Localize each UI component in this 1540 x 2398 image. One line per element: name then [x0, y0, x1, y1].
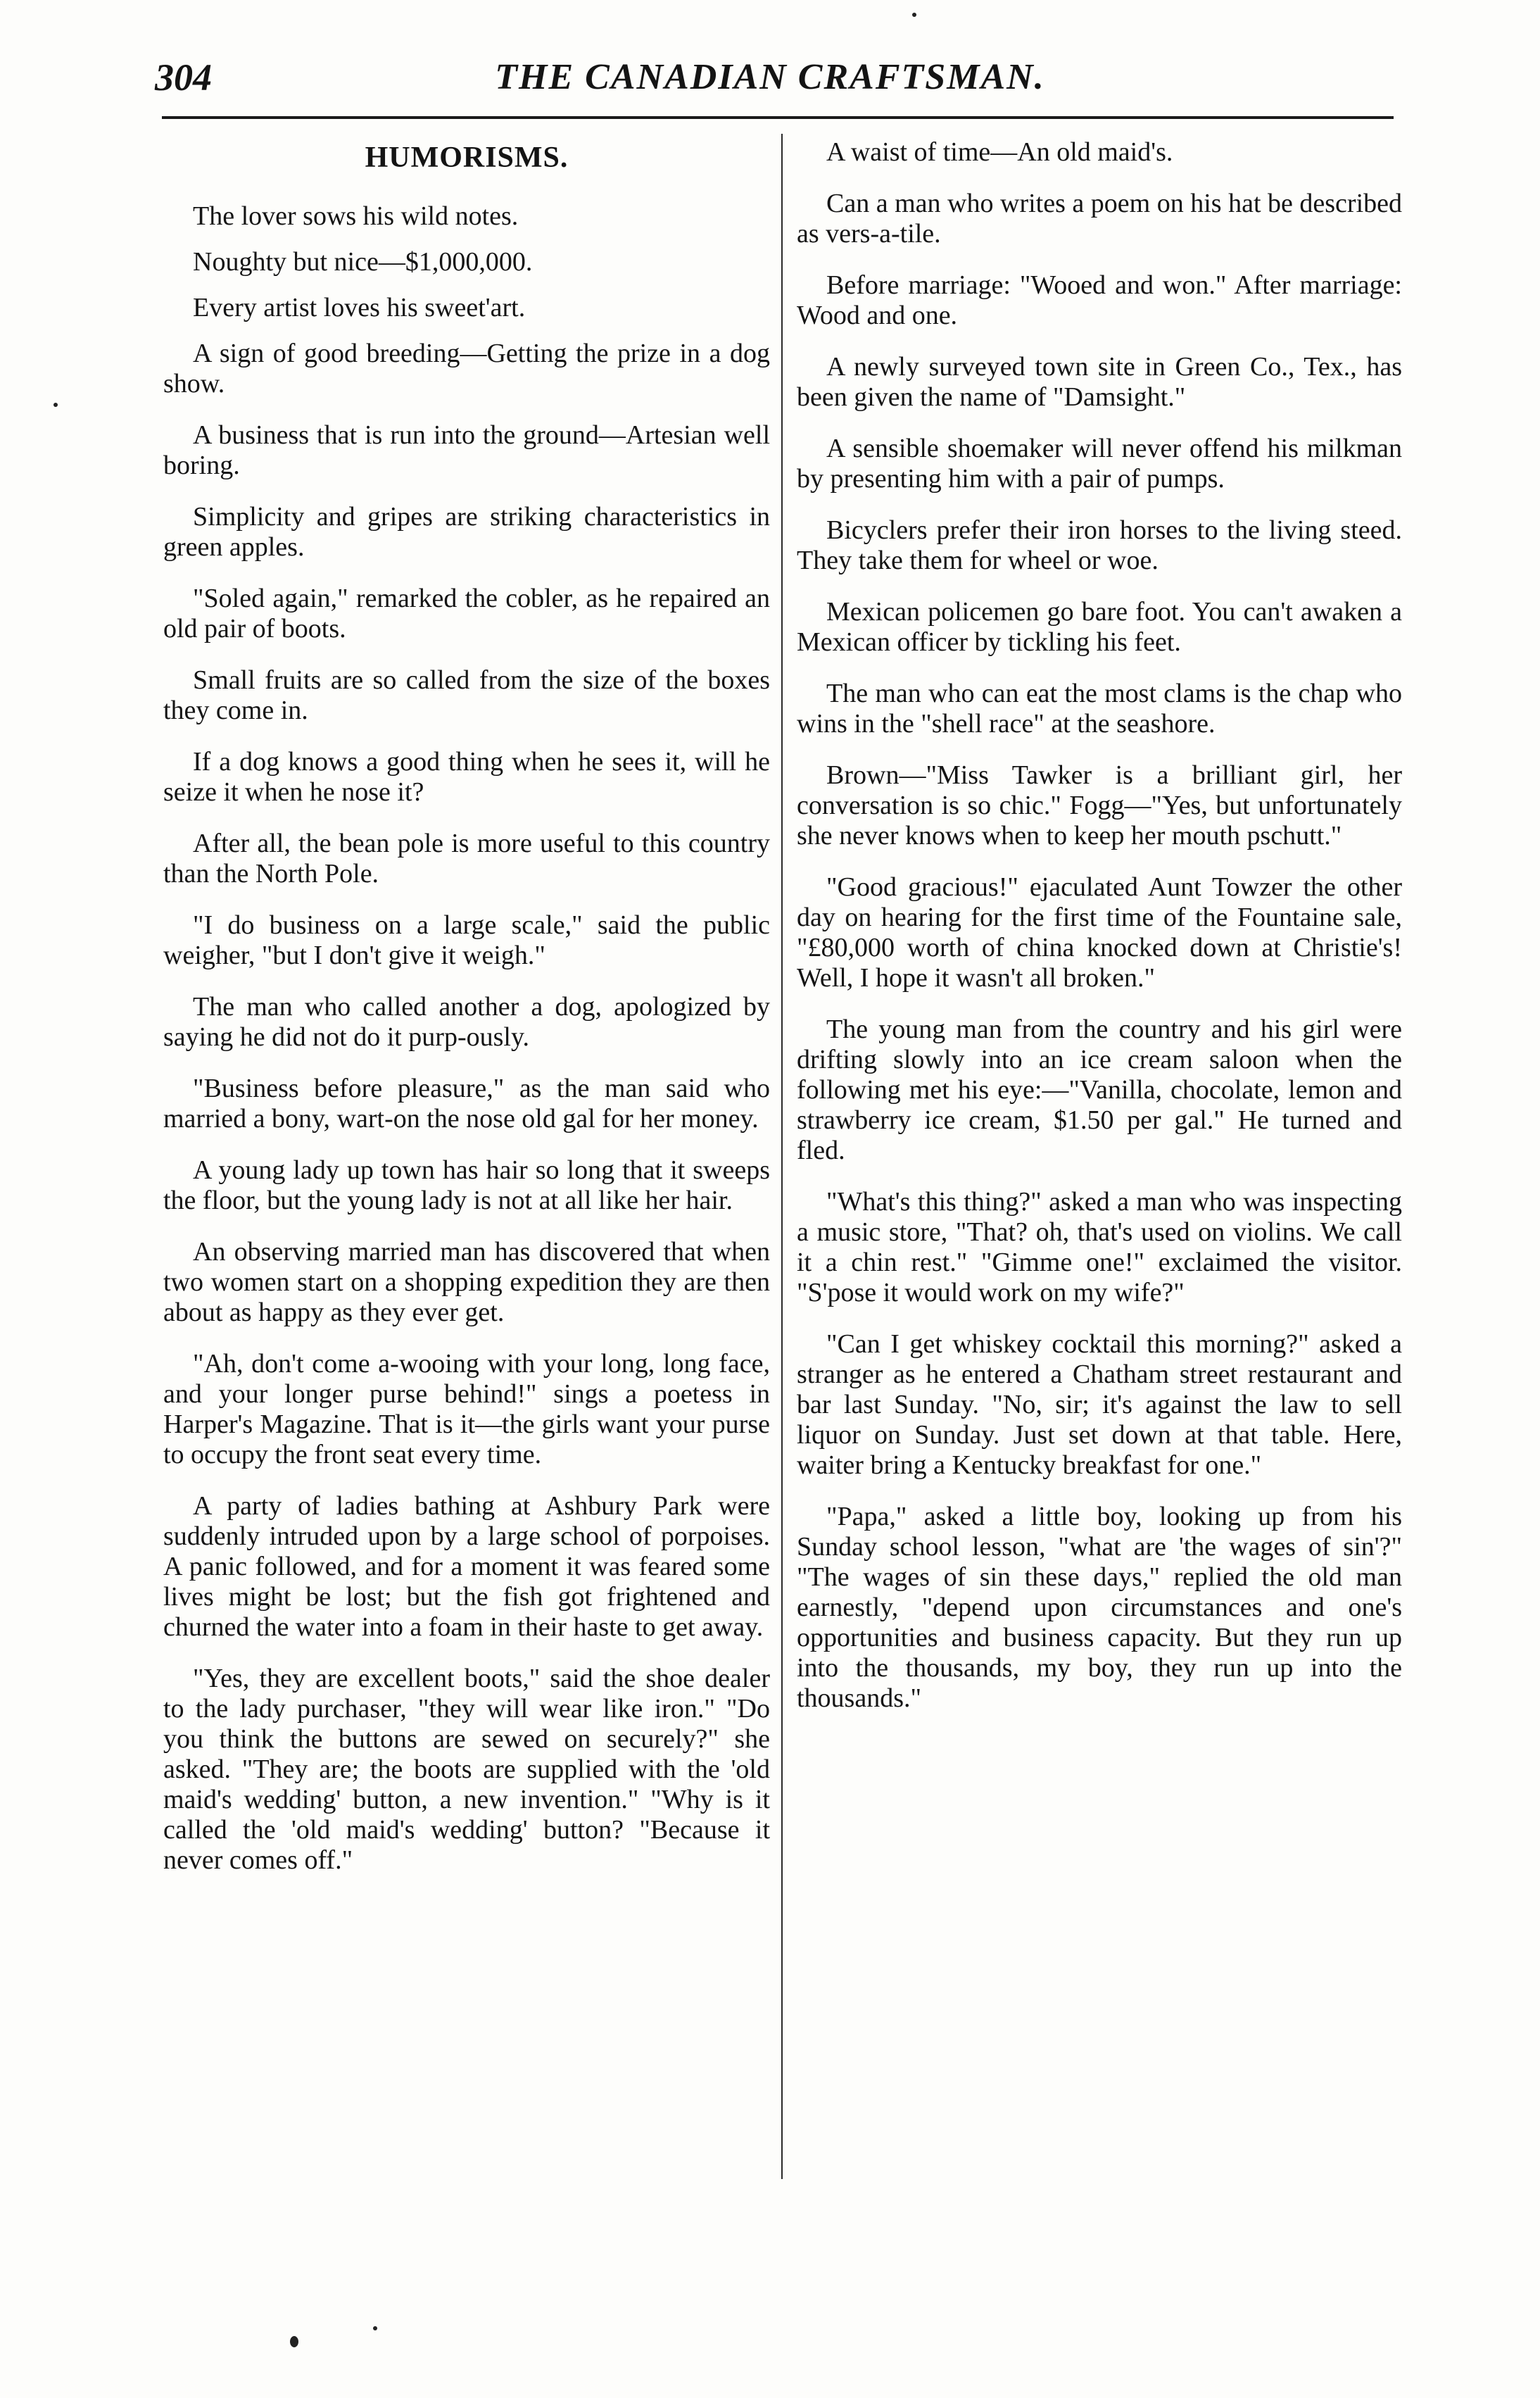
column-rule [781, 134, 783, 2179]
joke-paragraph: "Can I get whiskey cocktail this morning?" asked a stranger as he entered a Chatham street restaurant and bar last Sunday. "No, sir; it's against the law to sell liquor on Sunday. Just set down at that table. Here, waiter bring a Kentucky breakfast for one." [797, 1329, 1402, 1480]
page-number: 304 [155, 56, 212, 99]
joke-paragraph: The young man from the country and his girl were drifting slowly into an ice cream saloon when the following met his eye:—"Vanilla, chocolate, lemon and strawberry ice cream, $1.50 per gal." He turned and fled. [797, 1015, 1402, 1165]
ink-speck [912, 13, 916, 17]
joke-paragraph: "Soled again," remarked the cobler, as he repaired an old pair of boots. [163, 584, 770, 644]
joke-paragraph: Every artist loves his sweet'art. [193, 293, 526, 322]
ink-speck [290, 2336, 298, 2347]
joke-paragraph: A sensible shoemaker will never offend his milkman by presenting him with a pair of pumps. [797, 434, 1402, 494]
joke-paragraph: A sign of good breeding—Getting the prize in a dog show. [163, 339, 770, 398]
joke-paragraph: Mexican policemen go bare foot. You can't awaken a Mexican officer by tickling his feet. [797, 597, 1402, 657]
joke-paragraph: The man who called another a dog, apologized by saying he did not do it purp-ously. [163, 992, 770, 1052]
joke-paragraph: An observing married man has discovered that when two women start on a shopping expedition they are then about as happy as they ever get. [163, 1237, 770, 1327]
joke-paragraph: "Good gracious!" ejaculated Aunt Towzer the other day on hearing for the first time of the Fountaine sale, "£80,000 worth of china knocked down at Christie's! Well, I hope it wasn't all broken." [797, 872, 1402, 993]
joke-paragraph: After all, the bean pole is more useful to this country than the North Pole. [163, 829, 770, 889]
running-title: THE CANADIAN CRAFTSMAN. [495, 57, 1045, 97]
joke-paragraph: "Yes, they are excellent boots," said the shoe dealer to the lady purchaser, "they will wear like iron." "Do you think the buttons are sewed on securely?" she asked. "They are; the boots are supplied with the 'old maid's wedding' button, a new invention." "Why is it called the 'old maid's wedding' button? "Because it never comes off." [163, 1664, 770, 1875]
header-rule [162, 116, 1394, 119]
joke-paragraph: Simplicity and gripes are striking characteristics in green apples. [163, 502, 770, 562]
joke-paragraph: "Papa," asked a little boy, looking up from his Sunday school lesson, "what are 'the wages of sin'?" "The wages of sin these days," replied the old man earnestly, "depend upon circumstances and one's opportunities and business capacity. But they run up into the thousands, my boy, they run up into the thousands." [797, 1502, 1402, 1713]
joke-paragraph: A business that is run into the ground—Artesian well boring. [163, 420, 770, 480]
left-column [163, 137, 770, 1897]
joke-paragraph: Brown—"Miss Tawker is a brilliant girl, her conversation is so chic." Fogg—"Yes, but unfortunately she never knows when to keep her mouth pschutt." [797, 760, 1402, 850]
joke-paragraph: A newly surveyed town site in Green Co., Tex., has been given the name of "Damsight." [797, 352, 1402, 412]
joke-paragraph: "Business before pleasure," as the man said who married a bony, wart-on the nose old gal for her money. [163, 1074, 770, 1134]
joke-paragraph: Can a man who writes a poem on his hat be described as vers-a-tile. [797, 189, 1402, 249]
joke-paragraph: A waist of time—An old maid's. [826, 137, 1173, 167]
joke-paragraph: "I do business on a large scale," said the public weigher, "but I don't give it weigh." [163, 910, 770, 970]
joke-paragraph: "What's this thing?" asked a man who was inspecting a music store, "That? oh, that's used on violins. We call it a chin rest." "Gimme one!" exclaimed the visitor. "S'pose it would work on my wife?" [797, 1187, 1402, 1307]
ink-speck [373, 2326, 377, 2330]
section-heading: HUMORISMS. [365, 142, 569, 174]
joke-paragraph: If a dog knows a good thing when he sees it, will he seize it when he nose it? [163, 747, 770, 807]
joke-paragraph: A young lady up town has hair so long that it sweeps the floor, but the young lady is not at all like her hair. [163, 1155, 770, 1215]
right-column [797, 137, 1402, 1735]
joke-paragraph: "Ah, don't come a-wooing with your long, long face, and your longer purse behind!" sings a poetess in Harper's Magazine. That is it—the girls want your purse to occupy the front seat every time. [163, 1349, 770, 1469]
joke-paragraph: Before marriage: "Wooed and won." After marriage: Wood and one. [797, 270, 1402, 330]
joke-paragraph: Noughty but nice—$1,000,000. [193, 247, 533, 277]
joke-paragraph: Small fruits are so called from the size of the boxes they come in. [163, 665, 770, 725]
joke-paragraph: Bicyclers prefer their iron horses to the living steed. They take them for wheel or woe. [797, 515, 1402, 575]
joke-paragraph: The man who can eat the most clams is the chap who wins in the "shell race" at the seashore. [797, 679, 1402, 739]
page-header [0, 49, 1540, 106]
joke-paragraph: The lover sows his wild notes. [193, 201, 519, 231]
ink-speck [53, 403, 58, 407]
joke-paragraph: A party of ladies bathing at Ashbury Park were suddenly intruded upon by a large school of porpoises. A panic followed, and for a moment it was feared some lives might be lost; but the fish got frightened and churned the water into a foam in their haste to get away. [163, 1491, 770, 1642]
